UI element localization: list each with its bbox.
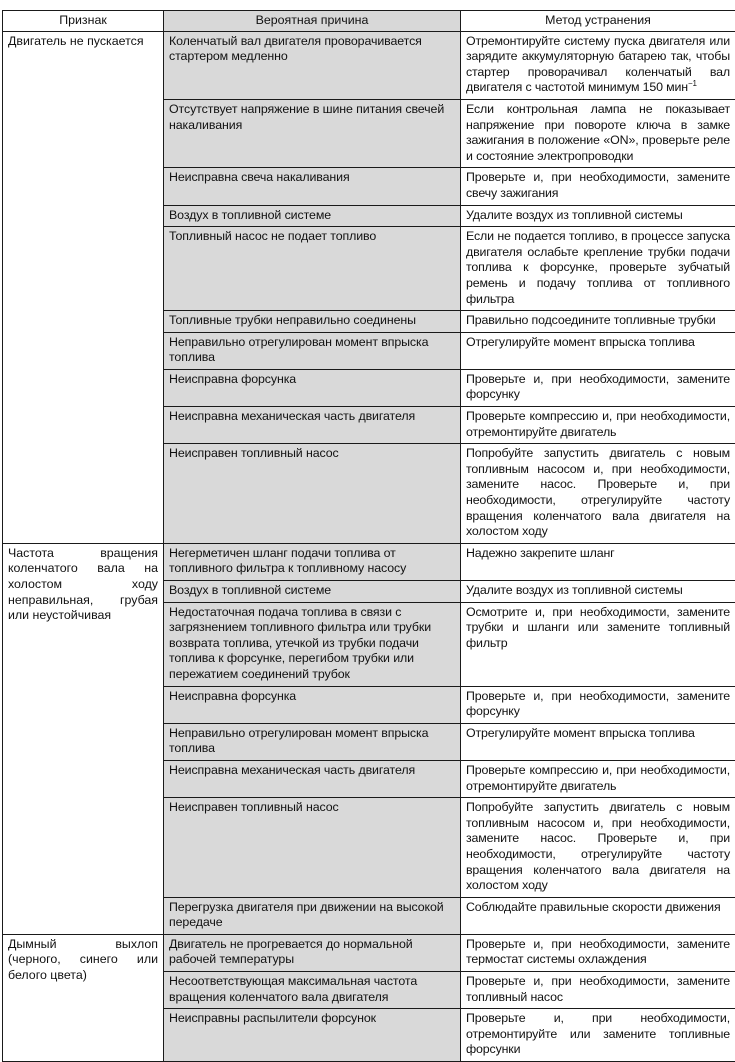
fix-cell	[461, 581, 735, 603]
fix-text: Соблюдайте правильные скорости движения	[466, 900, 721, 914]
fix-cell	[461, 227, 735, 311]
table-header-row	[3, 11, 735, 32]
fix-text: Удалите воздух из топливной системы	[466, 208, 683, 222]
fix-text: Правильно подсоедините топливные трубки	[466, 313, 716, 327]
cause-cell: Неисправен топливный насос	[164, 798, 461, 898]
table-row	[3, 543, 735, 580]
fix-cell	[461, 311, 735, 333]
fix-cell	[461, 897, 735, 934]
symptom-cell: Двигатель не пускается	[3, 31, 164, 543]
fix-cell	[461, 168, 735, 205]
cause-cell: Коленчатый вал двигателя проворачивается стартером медленно	[164, 31, 461, 99]
cause-cell: Неправильно отрегулирован момент впрыска топлива	[164, 723, 461, 760]
cause-cell: Топливные трубки неправильно соединены	[164, 311, 461, 333]
cause-cell: Воздух в топливной системе	[164, 581, 461, 603]
fix-text: Удалите воздух из топливной системы	[466, 583, 683, 597]
cause-cell: Неисправна свеча накаливания	[164, 168, 461, 205]
cause-cell: Недостаточная подача топлива в связи с загрязнением топливного фильтра или трубки возврата топлива, утечкой из трубки подачи топлива к форсунке, перегибом трубки или пережатием соединений трубок	[164, 602, 461, 686]
fix-cell	[461, 1009, 735, 1062]
cause-cell: Перегрузка двигателя при движении на высокой передаче	[164, 897, 461, 934]
fix-text: Попробуйте запустить двигатель с новым топливным насосом и, при необходимости, замените насос. Проверьте и, при необходимости, отрегулируйте частоту вращения коленчатого вала двигателя на холостом ходу	[466, 446, 730, 538]
symptom-cell: Дымный выхлоп (черного, синего или белого цвета)	[3, 934, 164, 1061]
cause-cell: Негерметичен шланг подачи топлива от топливного фильтра к топливному насосу	[164, 543, 461, 580]
document-page	[2, 10, 735, 1062]
troubleshooting-table	[2, 10, 735, 1062]
fix-text: Проверьте и, при необходимости, отремонтируйте или замените топливные форсунки	[466, 1011, 730, 1056]
fix-text: Если не подается топливо, в процессе запуска двигателя ослабьте крепление трубки подачи топлива к форсунке, проверьте зубчатый ремень и подачу топлива от топливного фильтра	[466, 229, 730, 305]
cause-cell: Неисправна форсунка	[164, 686, 461, 723]
fix-text: Отрегулируйте момент впрыска топлива	[466, 726, 695, 740]
fix-text: Отрегулируйте момент впрыска топлива	[466, 335, 695, 349]
unit-exponent: −1	[688, 79, 697, 88]
table-body	[3, 31, 735, 1061]
fix-cell	[461, 723, 735, 760]
fix-cell	[461, 332, 735, 369]
cause-cell: Неисправна механическая часть двигателя	[164, 760, 461, 797]
fix-text: Проверьте и, при необходимости, замените термостат системы охлаждения	[466, 937, 730, 967]
cause-cell: Неисправны распылители форсунок	[164, 1009, 461, 1062]
fix-cell	[461, 686, 735, 723]
cause-cell: Неисправна механическая часть двигателя	[164, 407, 461, 444]
fix-text: Проверьте компрессию и, при необходимости, отремонтируйте двигатель	[466, 763, 730, 793]
fix-text: Проверьте и, при необходимости, замените топливный насос	[466, 974, 730, 1004]
fix-cell	[461, 934, 735, 971]
fix-text: Проверьте и, при необходимости, замените свечу зажигания	[466, 170, 730, 200]
cause-cell: Неисправен топливный насос	[164, 444, 461, 544]
fix-cell	[461, 543, 735, 580]
fix-cell	[461, 972, 735, 1009]
fix-cell	[461, 407, 735, 444]
fix-cell	[461, 205, 735, 227]
fix-cell	[461, 444, 735, 544]
fix-cell	[461, 798, 735, 898]
fix-text: Осмотрите и, при необходимости, замените трубки и шланги или замените топливный фильтр	[466, 605, 730, 650]
header-symptom: Признак	[3, 11, 164, 32]
fix-cell	[461, 760, 735, 797]
header-fix: Метод устранения	[461, 11, 735, 32]
fix-text: Проверьте и, при необходимости, замените форсунку	[466, 689, 730, 719]
fix-cell	[461, 602, 735, 686]
symptom-cell: Частота вращения коленчатого вала на холостом ходу неправильная, грубая или неустойчивая	[3, 543, 164, 934]
fix-text: Проверьте компрессию и, при необходимости, отремонтируйте двигатель	[466, 409, 730, 439]
cause-cell: Топливный насос не подает топливо	[164, 227, 461, 311]
cause-cell: Несоответствующая максимальная частота вращения коленчатого вала двигателя	[164, 972, 461, 1009]
fix-cell	[461, 31, 735, 99]
header-cause: Вероятная причина	[164, 11, 461, 32]
cause-cell: Двигатель не прогревается до нормальной рабочей температуры	[164, 934, 461, 971]
fix-text: Проверьте и, при необходимости, замените форсунку	[466, 372, 730, 402]
fix-text: Надежно закрепите шланг	[466, 546, 615, 560]
fix-cell	[461, 99, 735, 167]
cause-cell: Отсутствует напряжение в шине питания свечей накаливания	[164, 99, 461, 167]
cause-cell: Неисправна форсунка	[164, 369, 461, 406]
fix-text: Отремонтируйте систему пуска двигателя или зарядите аккумуляторную батарею так, чтобы стартер проворачивал коленчатый вал двигателя с частотой минимум 150 мин	[466, 34, 730, 95]
cause-cell: Воздух в топливной системе	[164, 205, 461, 227]
cause-cell: Неправильно отрегулирован момент впрыска топлива	[164, 332, 461, 369]
table-row	[3, 934, 735, 971]
fix-cell	[461, 369, 735, 406]
table-row	[3, 31, 735, 99]
fix-text: Попробуйте запустить двигатель с новым топливным насосом и, при необходимости, замените насос. Проверьте и, при необходимости, отрегулируйте частоту вращения коленчатого вала двигателя на холостом ходу	[466, 800, 730, 892]
fix-text: Если контрольная лампа не показывает напряжение при повороте ключа в замке зажигания в положение «ON», проверьте реле и состояние электропроводки	[466, 102, 730, 163]
